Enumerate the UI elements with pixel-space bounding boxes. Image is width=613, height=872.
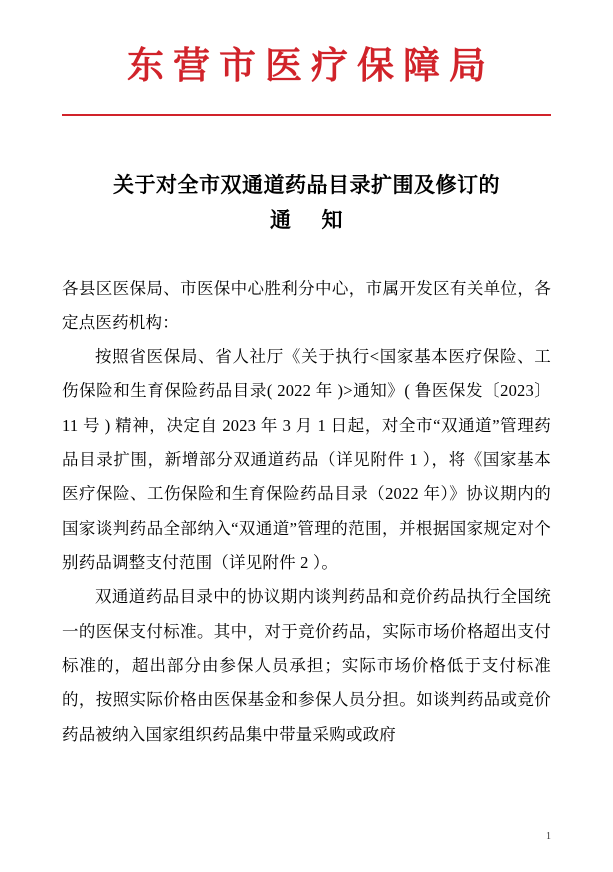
- document-title-line-2-after: 知: [321, 207, 343, 232]
- document-body: [62, 272, 551, 752]
- page-number: 1: [546, 831, 551, 842]
- addressee-paragraph: 各县区医保局、市医保中心胜利分中心，市属开发区有关单位，各定点医药机构：: [62, 278, 551, 332]
- document-title-line-2: [62, 203, 551, 238]
- document-title: [62, 168, 551, 237]
- document-title-line-2-before: 通: [270, 207, 292, 232]
- issuing-organization: 东营市医疗保障局: [127, 43, 495, 87]
- body-paragraph-2: 双通道药品目录中的协议期内谈判药品和竞价药品执行全国统一的医保支付标准。其中，对于竞价药品，实际市场价格超出支付标准的，超出部分由参保人员承担；实际市场价格低于支付标准的，按照实际价格由医保基金和参保人员分担。如谈判药品或竞价药品被纳入国家组织药品集中带量采购或政府: [62, 587, 551, 744]
- body-paragraph-1: 按照省医保局、省人社厅《关于执行<国家基本医疗保险、工伤保险和生育保险药品目录( 2022 年 )>通知》( 鲁医保发〔2023〕11 号 ) 精神，决定自 2023 年 3 月 1 日起，对全市“双通道”管理药品目录扩围，新增部分双通道药品（详见附件 1 ），将《国家基本医疗保险、工伤保险和生育保险药品目录（2022 年）》协议期内的国家谈判药品全部纳入“双通道”管理的范围，并根据国家规定对个别药品调整支付范围（详见附件 2 ）。: [62, 347, 551, 573]
- letterhead: [62, 0, 551, 88]
- letterhead-divider: [62, 114, 551, 116]
- document-title-line-1: 关于对全市双通道药品目录扩围及修订的: [113, 173, 500, 198]
